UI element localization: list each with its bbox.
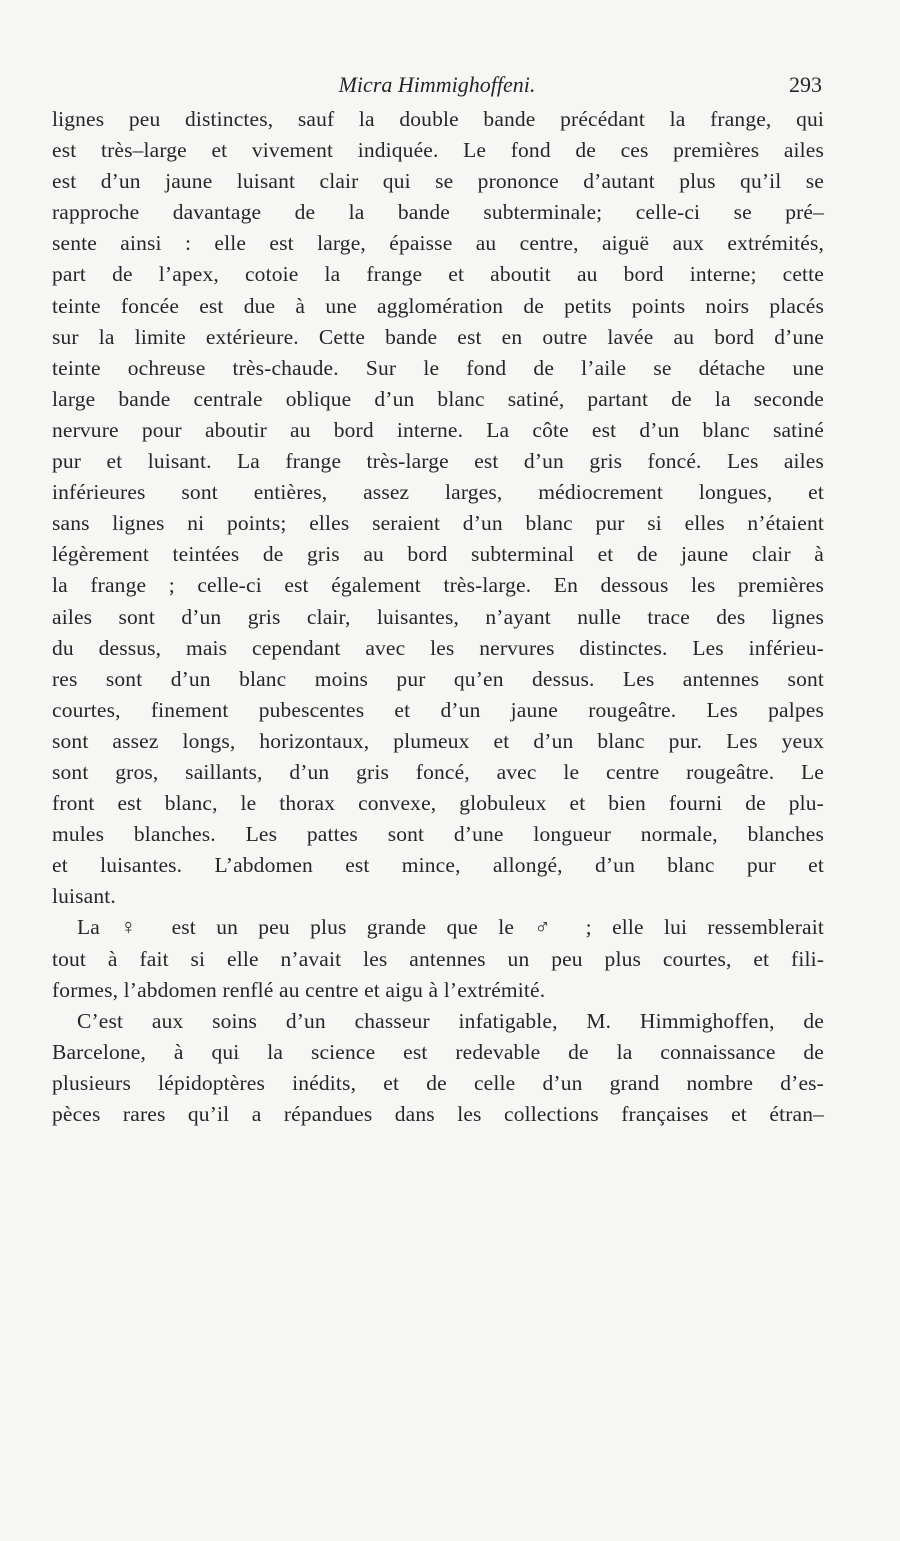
text-line: plusieurs lépidoptères inédits, et de celle d’un grand nombre d’es- <box>52 1070 824 1095</box>
text-line: est d’un jaune luisant clair qui se prononce d’autant plus qu’il se <box>52 169 824 194</box>
text-line: lignes peu distinctes, sauf la double bande précédant la frange, qui <box>52 107 824 131</box>
text-line: courtes, finement pubescentes et d’un jaune rougeâtre. Les palpes <box>52 697 824 722</box>
text-line: C’est aux soins d’un chasseur infatigable, M. Himmighoffen, de <box>77 1008 824 1033</box>
text-line: La ♀ est un peu plus grande que le ♂ ; elle lui ressemblerait <box>77 915 824 940</box>
text-line: formes, l’abdomen renflé au centre et aigu à l’extrémité. <box>52 977 546 1002</box>
text-line: sont gros, saillants, d’un gris foncé, avec le centre rougeâtre. Le <box>52 759 824 784</box>
text-line: mules blanches. Les pattes sont d’une longueur normale, blanches <box>52 822 824 847</box>
page-number: 293 <box>789 72 822 97</box>
text-line: est très–large et vivement indiquée. Le fond de ces premières ailes <box>52 138 824 163</box>
text-line: sans lignes ni points; elles seraient d’un blanc pur si elles n’étaient <box>52 511 824 536</box>
text-line: la frange ; celle-ci est également très-large. En dessous les premières <box>52 573 824 598</box>
text-line: sont assez longs, horizontaux, plumeux et d’un blanc pur. Les yeux <box>52 728 824 753</box>
text-line: teinte ochreuse très-chaude. Sur le fond de l’aile se détache une <box>52 355 824 380</box>
text-line: large bande centrale oblique d’un blanc satiné, partant de la seconde <box>52 386 824 411</box>
running-head <box>52 72 822 106</box>
text-line: tout à fait si elle n’avait les antennes un peu plus courtes, et fili- <box>52 946 824 971</box>
text-line: res sont d’un blanc moins pur qu’en dessus. Les antennes sont <box>52 666 824 691</box>
running-title: Micra Himmighoffeni. <box>338 72 536 97</box>
text-line: rapproche davantage de la bande subterminale; celle-ci se pré– <box>52 200 824 225</box>
body-text <box>52 104 824 1130</box>
text-line: part de l’apex, cotoie la frange et aboutit au bord interne; cette <box>52 262 824 287</box>
text-line: inférieures sont entières, assez larges, médiocrement longues, et <box>52 480 824 505</box>
text-line: front est blanc, le thorax convexe, globuleux et bien fourni de plu- <box>52 791 824 816</box>
text-line: sente ainsi : elle est large, épaisse au centre, aiguë aux extrémités, <box>52 231 824 256</box>
text-line: ailes sont d’un gris clair, luisantes, n’ayant nulle trace des lignes <box>52 604 824 629</box>
text-line: pur et luisant. La frange très-large est d’un gris foncé. Les ailes <box>52 449 824 474</box>
text-line: luisant. <box>52 884 116 909</box>
text-line: Barcelone, à qui la science est redevable de la connaissance de <box>52 1039 824 1064</box>
text-line: et luisantes. L’abdomen est mince, allongé, d’un blanc pur et <box>52 853 824 878</box>
text-line: du dessus, mais cependant avec les nervures distinctes. Les inférieu- <box>52 635 824 660</box>
text-line: pèces rares qu’il a répandues dans les collections françaises et étran– <box>52 1102 824 1126</box>
text-line: légèrement teintées de gris au bord subterminal et de jaune clair à <box>52 542 824 567</box>
text-line: nervure pour aboutir au bord interne. La côte est d’un blanc satiné <box>52 417 824 442</box>
text-line: teinte foncée est due à une agglomération de petits points noirs placés <box>52 293 824 318</box>
text-line: sur la limite extérieure. Cette bande est en outre lavée au bord d’une <box>52 324 824 349</box>
